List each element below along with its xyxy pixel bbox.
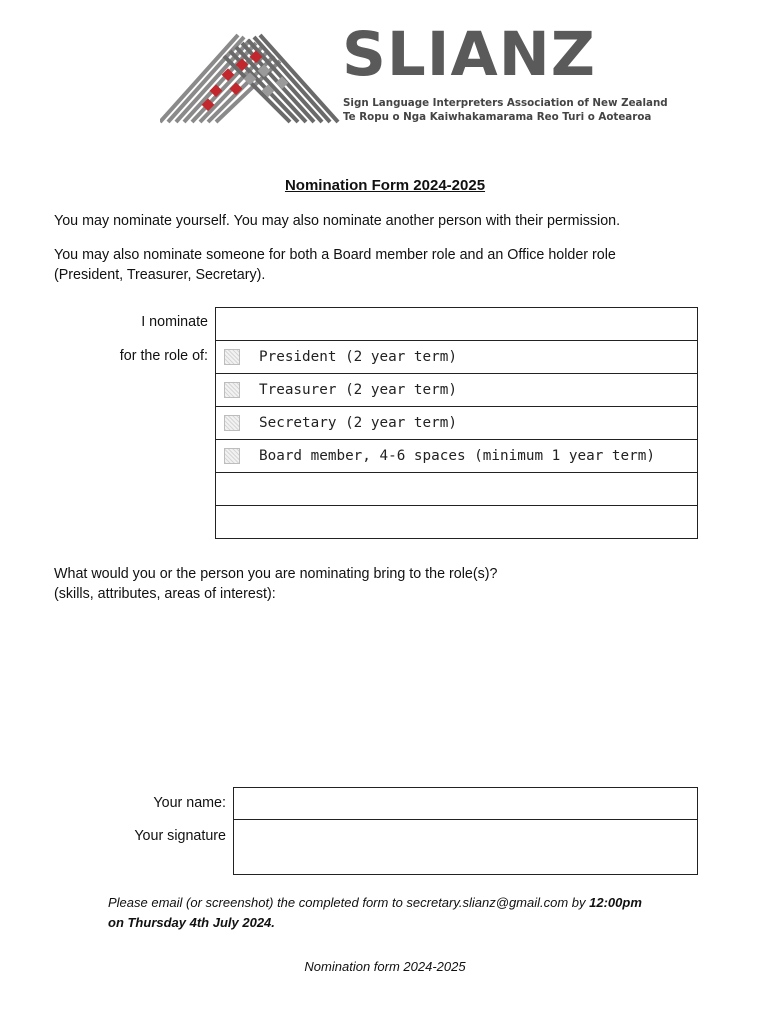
question-line-2: (skills, attributes, areas of interest):: [54, 586, 276, 602]
form-title: Nomination Form 2024-2025: [284, 177, 486, 194]
logo-subtitle-maori: Te Ropu o Nga Kaiwhakamarama Reo Turi o Aotearoa: [343, 111, 652, 123]
nomination-table: [215, 307, 698, 539]
question-line-1: What would you or the person you are nominating bring to the role(s)?: [54, 566, 498, 582]
your-name-label: Your name:: [153, 795, 226, 811]
role-option-president[interactable]: [216, 341, 697, 374]
role-option-label: Board member, 4-6 spaces (minimum 1 year term): [259, 448, 655, 464]
submission-note: [108, 893, 642, 933]
logo-wordmark: SLIANZ: [342, 19, 596, 90]
role-option-label: President (2 year term): [259, 349, 457, 365]
answer-area[interactable]: [54, 610, 698, 775]
intro-paragraph-2-line-1: You may also nominate someone for both a Board member role and an Office holder role: [54, 247, 616, 263]
role-option-label: Treasurer (2 year term): [259, 382, 457, 398]
page-footer: Nomination form 2024-2025: [304, 959, 466, 974]
extra-field-1[interactable]: [216, 473, 697, 506]
submission-note-text: Please email (or screenshot) the completed form to secretary.slianz@gmail.com by: [108, 895, 590, 910]
treasurer-checkbox[interactable]: [224, 382, 240, 398]
nominate-label: I nominate: [141, 314, 208, 330]
deadline-date: on Thursday 4th July 2024.: [108, 915, 275, 930]
secretary-checkbox[interactable]: [224, 415, 240, 431]
slianz-logo-icon: [160, 30, 340, 124]
intro-paragraph-1: You may nominate yourself. You may also nominate another person with their permission.: [54, 213, 621, 229]
nominee-name-field[interactable]: [216, 308, 697, 341]
logo-subtitle-english: Sign Language Interpreters Association of New Zealand: [343, 97, 668, 109]
role-option-board-member[interactable]: [216, 440, 697, 473]
your-name-field[interactable]: [234, 788, 697, 820]
role-option-label: Secretary (2 year term): [259, 415, 457, 431]
extra-field-2[interactable]: [216, 506, 697, 539]
board-member-checkbox[interactable]: [224, 448, 240, 464]
name-signature-table: [233, 787, 698, 875]
role-option-secretary[interactable]: [216, 407, 697, 440]
signature-field[interactable]: [234, 820, 697, 875]
president-checkbox[interactable]: [224, 349, 240, 365]
role-label: for the role of:: [119, 348, 208, 364]
role-option-treasurer[interactable]: [216, 374, 697, 407]
intro-paragraph-2-line-2: (President, Treasurer, Secretary).: [54, 267, 266, 283]
deadline-time: 12:00pm: [589, 895, 642, 910]
signature-label: Your signature: [134, 828, 226, 844]
intro-paragraph-2: [54, 245, 616, 285]
